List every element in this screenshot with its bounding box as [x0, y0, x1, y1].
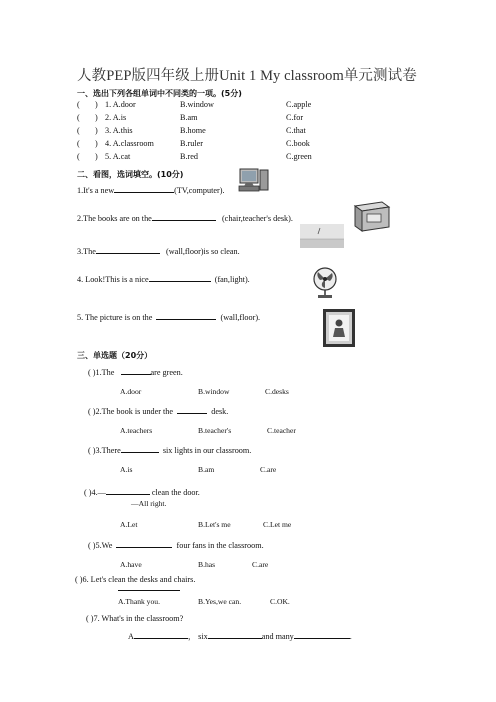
q7-prefix: A: [128, 632, 134, 641]
section1-option-a: 1. A.door: [105, 100, 136, 109]
section1-option-c: C.apple: [286, 100, 312, 109]
answer-blank[interactable]: [114, 184, 174, 193]
wall-picture: [300, 224, 344, 248]
answer-blank[interactable]: [96, 245, 160, 254]
item-text: 4. Look!This is a nice: [77, 275, 149, 284]
question-stem-end: four fans in the classroom.: [176, 541, 264, 550]
answer-blank[interactable]: [177, 405, 207, 414]
section1-option-c: C.book: [286, 139, 310, 148]
teachers-desk-picture: [352, 198, 392, 234]
question-stem: ( )4.—: [84, 488, 106, 497]
q5-option-c: C.are: [252, 560, 269, 569]
section1-paren: (: [77, 113, 80, 122]
item-options: (chair,teacher's desk).: [221, 214, 293, 223]
q7-answer-row: [128, 630, 352, 642]
section1-option-a: 3. A.this: [105, 126, 133, 135]
q2-option-b: B.teacher's: [198, 426, 232, 435]
question-4: [84, 486, 200, 497]
q5-option-b: B.has: [198, 560, 216, 569]
answer-blank[interactable]: [294, 630, 350, 639]
section1-paren-close: ): [95, 100, 98, 109]
section1-paren-close: ): [95, 139, 98, 148]
q5-option-a: A.have: [120, 560, 142, 569]
answer-blank[interactable]: [152, 212, 216, 221]
section1-option-a: 2. A.is: [105, 113, 127, 122]
item-options: (wall,floor).: [220, 313, 261, 322]
question-3: [88, 444, 251, 455]
question-stem-end: desk.: [211, 407, 229, 416]
q4-option-a: A.Let: [120, 520, 138, 529]
q3-option-c: C.are: [260, 465, 277, 474]
answer-blank[interactable]: [106, 486, 150, 495]
section1-option-a: 4. A.classroom: [105, 139, 154, 148]
item-text: 5. The picture is on the: [77, 313, 153, 322]
q2-option-c: C.teacher: [267, 426, 296, 435]
answer-blank[interactable]: [134, 630, 188, 639]
question-stem-end: six lights in our classroom.: [162, 446, 252, 455]
question-stem-end: clean the door.: [151, 488, 200, 497]
question-6: ( )6. Let's clean the desks and chairs.: [75, 575, 196, 584]
item-options: (wall,floor)is so clean.: [166, 247, 240, 256]
question-1: [88, 366, 183, 377]
q3-option-b: B.am: [198, 465, 215, 474]
section1-option-b: B.window: [180, 100, 214, 109]
section1-paren-close: ): [95, 152, 98, 161]
question-stem: ( )1.The: [88, 368, 115, 377]
answer-blank[interactable]: [116, 539, 172, 548]
q6-answer-line[interactable]: [118, 590, 180, 591]
q6-option-a: A.Thank you.: [118, 597, 160, 606]
section1-paren: (: [77, 100, 80, 109]
q6-option-b: B.Yes,we can.: [198, 597, 242, 606]
item-text: 2.The books are on the: [77, 214, 152, 223]
section1-option-b: B.red: [180, 152, 198, 161]
section1-heading: 一、选出下列各组单词中不同类的一项。(5分): [77, 89, 242, 98]
item-options: (fan,light).: [214, 275, 250, 284]
answer-blank[interactable]: [156, 311, 216, 320]
item-options: (TV,computer).: [174, 186, 225, 195]
q1-option-c: C.desks: [265, 387, 289, 396]
section1-option-c: C.green: [286, 152, 312, 161]
q1-option-a: A.door: [120, 387, 142, 396]
answer-blank[interactable]: [149, 273, 211, 282]
section1-option-b: B.home: [180, 126, 206, 135]
section1-option-c: C.that: [286, 126, 306, 135]
question-stem: ( )3.There: [88, 446, 121, 455]
q3-option-a: A.is: [120, 465, 133, 474]
question-stem: ( )2.The book is under the: [88, 407, 174, 416]
q4-reply: —All right.: [131, 499, 167, 508]
answer-blank[interactable]: [121, 444, 159, 453]
question-stem-end: are green.: [150, 368, 183, 377]
fan-picture: [308, 264, 344, 300]
q7-mid1: ， six: [187, 632, 208, 641]
section1-paren-close: ): [95, 126, 98, 135]
item-text: 1.It's a new: [77, 186, 115, 195]
section2-heading: 二、看图，选词填空。(10分): [77, 170, 184, 179]
section1-option-a: 5. A.cat: [105, 152, 131, 161]
answer-blank[interactable]: [208, 630, 262, 639]
picture-frame-picture: [322, 308, 356, 348]
section1-option-b: B.am: [180, 113, 198, 122]
item-text: 3.The: [77, 247, 96, 256]
question-stem: ( )5.We: [88, 541, 113, 550]
section1-option-b: B.ruler: [180, 139, 203, 148]
section2-item-1: [77, 184, 225, 195]
q4-option-c: C.Let me: [263, 520, 292, 529]
section1-paren: (: [77, 126, 80, 135]
section2-item-2: [77, 212, 293, 223]
q2-option-a: A.teachers: [120, 426, 153, 435]
question-7: ( )7. What's in the classroom?: [86, 614, 184, 623]
section2-item-4: [77, 273, 250, 284]
question-5: [88, 539, 264, 550]
q1-option-b: B.window: [198, 387, 230, 396]
section1-paren: (: [77, 152, 80, 161]
section3-heading: 三、单选题（20分）: [77, 351, 153, 360]
q4-option-b: B.Let's me: [198, 520, 231, 529]
section2-item-5: [77, 311, 260, 322]
question-2: [88, 405, 228, 416]
section2-item-3: [77, 245, 240, 256]
section1-paren: (: [77, 139, 80, 148]
q7-end: .: [349, 632, 352, 641]
q7-mid2: and many: [261, 632, 294, 641]
section1-paren-close: ): [95, 113, 98, 122]
q6-option-c: C.OK.: [270, 597, 290, 606]
section1-option-c: C.for: [286, 113, 304, 122]
page-title: 人教PEP版四年级上册Unit 1 My classroom单元测试卷: [77, 68, 417, 84]
computer-picture: [238, 166, 272, 196]
answer-blank[interactable]: [121, 366, 151, 375]
